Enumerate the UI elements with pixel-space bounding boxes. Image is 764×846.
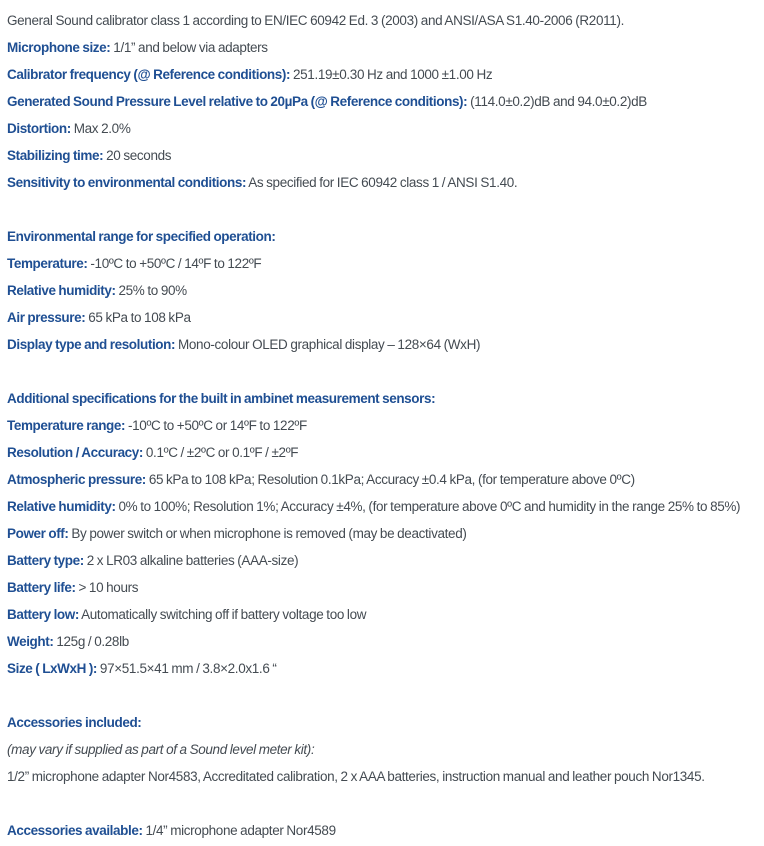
spec-label: Microphone size:	[7, 40, 111, 55]
spec-value: By power switch or when microphone is removed (may be deactivated)	[71, 526, 467, 541]
spec-label: Power off:	[7, 526, 69, 541]
spec-row-resolution-accuracy	[7, 439, 759, 466]
spec-value: Max 2.0%	[73, 121, 131, 136]
spec-value: > 10 hours	[78, 580, 139, 595]
spec-row-relative-humidity	[7, 277, 759, 304]
spec-value: 20 seconds	[106, 148, 172, 163]
spec-value: -10ºC to +50ºC or 14ºF to 122ºF	[128, 418, 307, 433]
spec-label: Weight:	[7, 634, 54, 649]
spec-value: 65 kPa to 108 kPa	[88, 310, 191, 325]
spec-label: Sensitivity to environmental conditions:	[7, 175, 247, 190]
spec-value: Mono-colour OLED graphical display – 128×64 (WxH)	[178, 337, 481, 352]
spec-row-sensitivity	[7, 169, 759, 196]
spec-label: Atmospheric pressure:	[7, 472, 146, 487]
spec-row-microphone-size	[7, 34, 759, 61]
spec-label: Display type and resolution:	[7, 337, 176, 352]
spec-value: (114.0±0.2)dB and 94.0±0.2)dB	[470, 94, 647, 109]
spec-label: Temperature:	[7, 256, 88, 271]
spec-value: 1/1” and below via adapters	[113, 40, 268, 55]
spacer	[7, 358, 759, 385]
spec-row-size	[7, 655, 759, 682]
spec-value: 97×51.5×41 mm / 3.8×2.0x1.6 “	[99, 661, 277, 676]
accessories-included-text: 1/2” microphone adapter Nor4583, Accreditated calibration, 2 x AAA batteries, instruction manual and leather pouch Nor1345.	[7, 769, 705, 784]
spec-row-temperature-range	[7, 412, 759, 439]
section-heading-additional: Additional specifications for the built in ambinet measurement sensors:	[7, 391, 436, 406]
spec-label: Accessories available:	[7, 823, 143, 838]
spec-label: Battery type:	[7, 553, 84, 568]
spec-value: 0% to 100%; Resolution 1%; Accuracy ±4%, (for temperature above 0ºC and humidity in the range 25% to 85%)	[118, 499, 741, 514]
spec-row-battery-low	[7, 601, 759, 628]
spec-row-power-off	[7, 520, 759, 547]
spec-label: Resolution / Accuracy:	[7, 445, 143, 460]
spec-value: As specified for IEC 60942 class 1 / ANSI S1.40.	[248, 175, 518, 190]
spec-label: Air pressure:	[7, 310, 86, 325]
spacer	[7, 196, 759, 223]
section-heading-environmental: Environmental range for specified operation:	[7, 229, 276, 244]
spec-row-weight	[7, 628, 759, 655]
spec-label: Battery life:	[7, 580, 76, 595]
spec-label: Size ( LxWxH ):	[7, 661, 98, 676]
spacer	[7, 790, 759, 817]
spec-row-atmospheric-pressure	[7, 466, 759, 493]
spec-row-battery-life	[7, 574, 759, 601]
spec-value: 2 x LR03 alkaline batteries (AAA-size)	[86, 553, 299, 568]
spec-row-sensor-humidity	[7, 493, 759, 520]
spec-label: Battery low:	[7, 607, 79, 622]
spec-label: Calibrator frequency (@ Reference conditions):	[7, 67, 291, 82]
spec-value: 125g / 0.28lb	[56, 634, 129, 649]
spec-row-sound-pressure-level	[7, 88, 759, 115]
spec-row-calibrator-frequency	[7, 61, 759, 88]
spec-value: 1/4” microphone adapter Nor4589	[145, 823, 336, 838]
spec-value: 25% to 90%	[118, 283, 187, 298]
spec-document	[7, 7, 759, 844]
spec-value: Automatically switching off if battery voltage too low	[81, 607, 367, 622]
spec-row-battery-type	[7, 547, 759, 574]
spec-label: Distortion:	[7, 121, 71, 136]
spec-value: 251.19±0.30 Hz and 1000 ±1.00 Hz	[292, 67, 493, 82]
spec-row-distortion	[7, 115, 759, 142]
spec-label: Relative humidity:	[7, 283, 116, 298]
spec-row-display-type	[7, 331, 759, 358]
spec-value: 0.1ºC / ±2ºC or 0.1ºF / ±2ºF	[145, 445, 299, 460]
intro-text: General Sound calibrator class 1 according to EN/IEC 60942 Ed. 3 (2003) and ANSI/ASA S1.40-2006 (R2011).	[7, 13, 624, 28]
spec-row-stabilizing-time	[7, 142, 759, 169]
spec-row-accessories-available	[7, 817, 759, 844]
spec-row-temperature	[7, 250, 759, 277]
spec-label: Relative humidity:	[7, 499, 116, 514]
spec-label: Stabilizing time:	[7, 148, 104, 163]
spec-value: -10ºC to +50ºC / 14ºF to 122ºF	[90, 256, 262, 271]
section-heading-accessories-included: Accessories included:	[7, 715, 142, 730]
spacer	[7, 682, 759, 709]
spec-label: Generated Sound Pressure Level relative to 20µPa (@ Reference conditions):	[7, 94, 468, 109]
spec-value: 65 kPa to 108 kPa; Resolution 0.1kPa; Accuracy ±0.4 kPa, (for temperature above 0ºC)	[148, 472, 635, 487]
accessories-note: (may vary if supplied as part of a Sound level meter kit):	[7, 742, 315, 757]
spec-label: Temperature range:	[7, 418, 126, 433]
spec-row-air-pressure	[7, 304, 759, 331]
